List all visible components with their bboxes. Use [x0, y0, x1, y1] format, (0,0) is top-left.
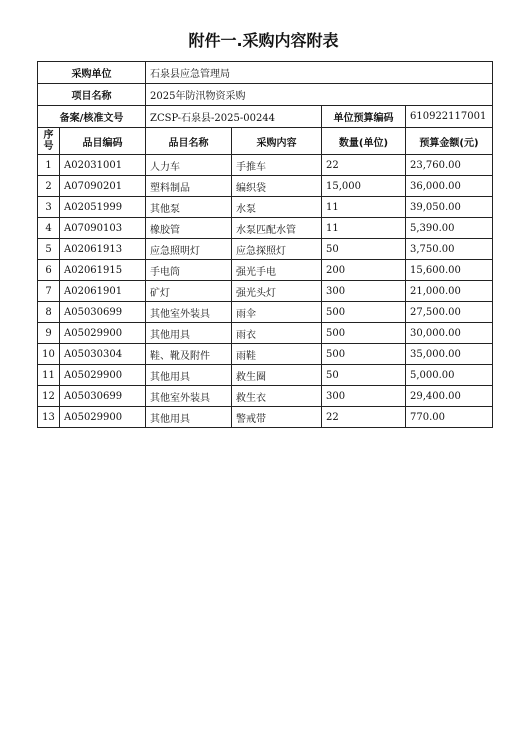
header-quantity: 数量(单位) — [322, 128, 406, 155]
table-row — [38, 239, 493, 260]
cell-name: 其他用具 — [146, 407, 232, 428]
cell-code: A02061915 — [60, 260, 146, 281]
cell-quantity: 300 — [322, 386, 406, 407]
table-row — [38, 344, 493, 365]
cell-budget: 15,600.00 — [406, 260, 493, 281]
cell-content: 警戒带 — [232, 407, 322, 428]
table-row — [38, 386, 493, 407]
table-row — [38, 323, 493, 344]
cell-code: A02051999 — [60, 197, 146, 218]
cell-quantity: 15,000 — [322, 176, 406, 197]
cell-content: 雨伞 — [232, 302, 322, 323]
cell-content: 雨衣 — [232, 323, 322, 344]
header-code: 品目编码 — [60, 128, 146, 155]
cell-content: 救生衣 — [232, 386, 322, 407]
unit-label: 采购单位 — [38, 62, 146, 84]
cell-content: 编织袋 — [232, 176, 322, 197]
cell-name: 人力车 — [146, 155, 232, 176]
cell-quantity: 11 — [322, 197, 406, 218]
cell-quantity: 11 — [322, 218, 406, 239]
unit-value: 石泉县应急管理局 — [146, 62, 493, 84]
cell-content: 雨鞋 — [232, 344, 322, 365]
cell-content: 强光手电 — [232, 260, 322, 281]
cell-code: A05030699 — [60, 302, 146, 323]
cell-name: 其他用具 — [146, 323, 232, 344]
cell-seq: 9 — [38, 323, 60, 344]
cell-code: A02031001 — [60, 155, 146, 176]
table-row — [38, 155, 493, 176]
cell-budget: 39,050.00 — [406, 197, 493, 218]
cell-code: A07090103 — [60, 218, 146, 239]
budget-code-label: 单位预算编码 — [322, 106, 406, 128]
info-row-project — [38, 84, 493, 106]
header-content: 采购内容 — [232, 128, 322, 155]
cell-code: A05029900 — [60, 323, 146, 344]
cell-quantity: 50 — [322, 365, 406, 386]
project-label: 项目名称 — [38, 84, 146, 106]
cell-name: 橡胶管 — [146, 218, 232, 239]
cell-budget: 5,000.00 — [406, 365, 493, 386]
cell-seq: 11 — [38, 365, 60, 386]
cell-quantity: 22 — [322, 407, 406, 428]
cell-seq: 13 — [38, 407, 60, 428]
cell-seq: 3 — [38, 197, 60, 218]
cell-quantity: 22 — [322, 155, 406, 176]
cell-code: A07090201 — [60, 176, 146, 197]
cell-seq: 7 — [38, 281, 60, 302]
cell-budget: 5,390.00 — [406, 218, 493, 239]
cell-name: 塑料制品 — [146, 176, 232, 197]
cell-budget: 3,750.00 — [406, 239, 493, 260]
cell-seq: 10 — [38, 344, 60, 365]
header-budget: 预算金额(元) — [406, 128, 493, 155]
cell-seq: 12 — [38, 386, 60, 407]
project-value: 2025年防汛物资采购 — [146, 84, 493, 106]
header-name: 品目名称 — [146, 128, 232, 155]
cell-code: A05030699 — [60, 386, 146, 407]
filing-value: ZCSP-石泉县-2025-00244 — [146, 106, 322, 128]
cell-name: 鞋、靴及附件 — [146, 344, 232, 365]
cell-quantity: 200 — [322, 260, 406, 281]
cell-code: A02061913 — [60, 239, 146, 260]
header-seq-top: 序 — [43, 130, 54, 141]
cell-code: A05030304 — [60, 344, 146, 365]
cell-code: A05029900 — [60, 365, 146, 386]
cell-name: 其他室外装具 — [146, 302, 232, 323]
cell-name: 矿灯 — [146, 281, 232, 302]
cell-content: 水泵 — [232, 197, 322, 218]
table-header-row — [38, 128, 493, 155]
cell-name: 其他室外装具 — [146, 386, 232, 407]
cell-code: A02061901 — [60, 281, 146, 302]
table-row — [38, 281, 493, 302]
cell-budget: 27,500.00 — [406, 302, 493, 323]
cell-code: A05029900 — [60, 407, 146, 428]
budget-code-value: 610922117001 — [406, 106, 493, 128]
cell-budget: 770.00 — [406, 407, 493, 428]
cell-content: 水泵匹配水管 — [232, 218, 322, 239]
cell-seq: 8 — [38, 302, 60, 323]
cell-content: 应急探照灯 — [232, 239, 322, 260]
table-row — [38, 302, 493, 323]
cell-content: 救生圈 — [232, 365, 322, 386]
header-seq — [38, 128, 60, 155]
document-title: 附件一.采购内容附表 — [188, 31, 339, 50]
cell-content: 强光头灯 — [232, 281, 322, 302]
cell-content: 手推车 — [232, 155, 322, 176]
info-row-unit — [38, 62, 493, 84]
filing-label: 备案/核准文号 — [38, 106, 146, 128]
cell-name: 其他用具 — [146, 365, 232, 386]
table-row — [38, 260, 493, 281]
cell-budget: 35,000.00 — [406, 344, 493, 365]
cell-budget: 21,000.00 — [406, 281, 493, 302]
cell-seq: 2 — [38, 176, 60, 197]
cell-quantity: 500 — [322, 344, 406, 365]
cell-seq: 5 — [38, 239, 60, 260]
cell-budget: 30,000.00 — [406, 323, 493, 344]
cell-seq: 1 — [38, 155, 60, 176]
cell-budget: 29,400.00 — [406, 386, 493, 407]
cell-name: 其他泵 — [146, 197, 232, 218]
cell-name: 手电筒 — [146, 260, 232, 281]
cell-quantity: 500 — [322, 323, 406, 344]
cell-seq: 6 — [38, 260, 60, 281]
cell-quantity: 500 — [322, 302, 406, 323]
info-row-filing — [38, 106, 493, 128]
cell-name: 应急照明灯 — [146, 239, 232, 260]
table-row — [38, 176, 493, 197]
cell-quantity: 300 — [322, 281, 406, 302]
cell-seq: 4 — [38, 218, 60, 239]
table-row — [38, 407, 493, 428]
table-row — [38, 218, 493, 239]
table-row — [38, 197, 493, 218]
cell-budget: 36,000.00 — [406, 176, 493, 197]
cell-quantity: 50 — [322, 239, 406, 260]
procurement-table — [37, 61, 493, 428]
header-seq-bottom: 号 — [43, 141, 54, 152]
cell-budget: 23,760.00 — [406, 155, 493, 176]
table-row — [38, 365, 493, 386]
